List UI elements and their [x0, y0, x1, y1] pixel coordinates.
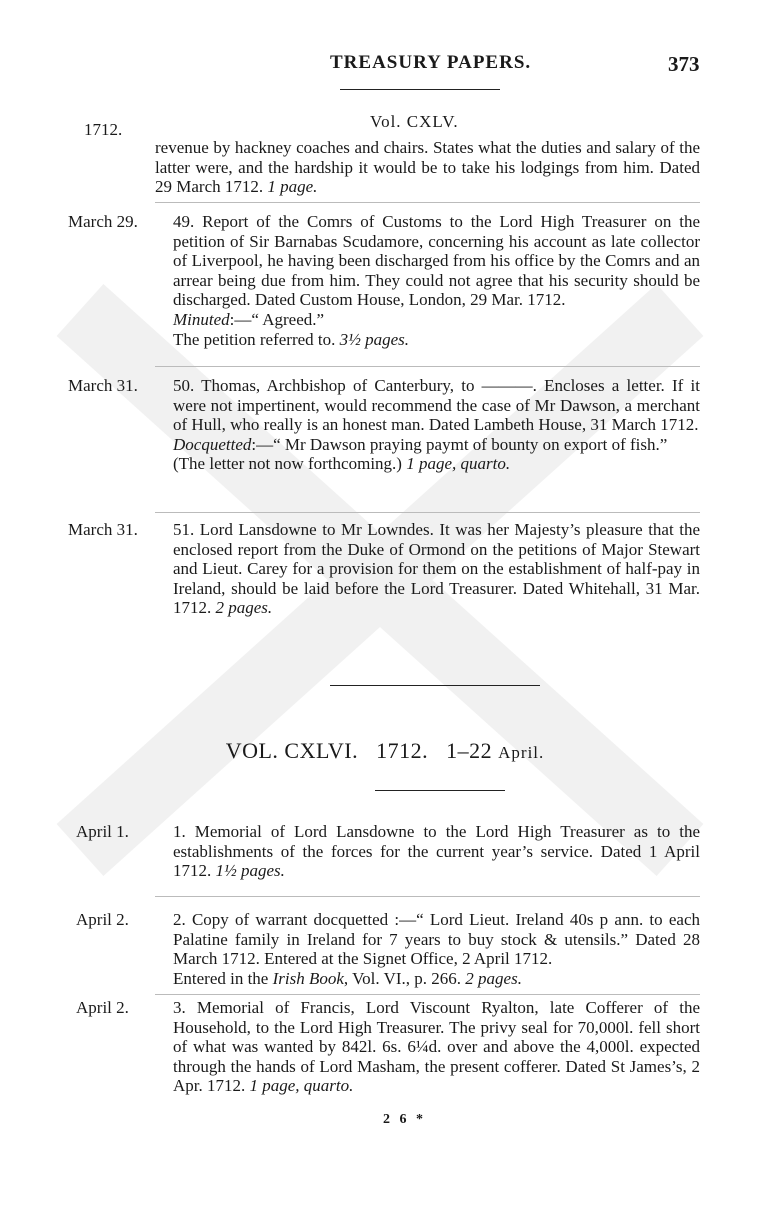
signature-mark: 2 6 * [383, 1112, 426, 1127]
entry-note-label: Docquetted [173, 434, 252, 454]
entry-separator [155, 512, 700, 513]
entry-date: April 2. [76, 998, 129, 1017]
entry-separator [155, 994, 700, 995]
entry-separator [155, 896, 700, 897]
entry-pages: 2 pages. [465, 968, 522, 988]
entry-49 [155, 212, 700, 349]
entry-date: April 1. [76, 822, 129, 841]
page-number: 373 [668, 52, 700, 76]
entry-april-1 [155, 822, 700, 881]
entry-book: Irish Book [272, 968, 344, 988]
entry-text: 3. Memorial of Francis, Lord Viscount Ryalton, late Cofferer of the Household, to the Lord High Treasurer. The privy seal for 70,000l. fell short of what was wanted by 842l. 6s. 6¼d. over and above the 4,000l. expected through the hands of Lord Masham, the present cofferer. Dated St James’s, 2 Apr. 1712. [173, 998, 700, 1096]
entry-pages: 1 page, quarto. [249, 1076, 354, 1096]
entry-date: March 31. [68, 520, 138, 539]
year-label: 1712. [84, 120, 123, 139]
entry-april-2-memorial [155, 998, 700, 1096]
entry-text: 49. Report of the Comrs of Customs to the Lord High Treasurer on the petition of Sir Barnabas Scudamore, concerning his account as late collector of Liverpool, he having been discharged from his office by the Comrs and an arrear being due from him. They could not agree that his security should be discharged. Dated Custom House, London, 29 Mar. 1712. [173, 212, 700, 310]
entry-pages: 2 pages. [215, 598, 273, 618]
entry-extra: (The letter not now forthcoming.) [173, 454, 402, 474]
section-month: April. [498, 743, 545, 762]
entry-extra-post: , Vol. VI., p. 266. [343, 968, 462, 988]
entry-51 [155, 520, 700, 618]
entry-date: April 2. [76, 910, 129, 929]
entry-text: 1. Memorial of Lord Lansdowne to the Lord High Treasurer as to the establishments of the forces for the current year’s service. Dated 1 April 1712. [173, 822, 700, 881]
section-vol: VOL. CXLVI. [225, 738, 359, 763]
entry-note-text: :—“ Mr Dawson praying paymt of bounty on export of fish.” [251, 434, 668, 454]
entry-note-label: Minuted [173, 309, 230, 329]
entry-pages: 3½ pages. [339, 329, 410, 349]
entry-pages: 1 page. [267, 177, 318, 197]
entry-pages: 1 page, quarto. [406, 454, 511, 474]
section-heading [0, 738, 770, 764]
volume-label: Vol. CXLV. [370, 112, 459, 131]
entry-date: March 31. [68, 376, 138, 395]
entry-note-text: :—“ Agreed.” [229, 309, 325, 329]
entry-separator [155, 202, 700, 203]
entry-text: revenue by hackney coaches and chairs. States what the duties and salary of the latter were, and the hardship it would be to take his lodgings from him. Dated 29 March 1712. [155, 138, 700, 197]
running-head [0, 52, 770, 82]
section-year: 1712. [376, 738, 429, 763]
section-rule-bottom [375, 790, 505, 791]
entry-text: 51. Lord Lansdowne to Mr Lowndes. It was her Majesty’s pleasure that the enclosed report from the Duke of Ormond on the petitions of Major Stewart and Lieut. Carey for a provision for them on the establishment of half-pay in Ireland, should be laid before the Lord Treasurer. Dated Whitehall, 31 Mar. 1712. [173, 520, 700, 618]
entry-extra-pre: Entered in the [173, 968, 269, 988]
entry-pages: 1½ pages. [215, 861, 285, 881]
entry-extra: The petition referred to. [173, 329, 336, 349]
running-title: TREASURY PAPERS. [330, 52, 532, 73]
section-rule-top [330, 685, 540, 686]
entry-text: 50. Thomas, Archbishop of Canterbury, to ———. Encloses a letter. If it were not impertinent, would recommend the case of Mr Dawson, a merchant of Hull, who really is an honest man. Dated Lambeth House, 31 March 1712. [173, 376, 700, 435]
entry-date: March 29. [68, 212, 138, 231]
entry-april-2-warrant [155, 910, 700, 988]
section-range: 1–22 [446, 738, 493, 763]
entry-text: 2. Copy of warrant docquetted :—“ Lord Lieut. Ireland 40s p ann. to each Palatine family in Ireland for 7 years to buy stock & utensils.” Dated 28 March 1712. Entered at the Signet Office, 2 April 1712. [173, 910, 700, 969]
entry-separator [155, 366, 700, 367]
head-rule [340, 89, 500, 90]
entry-50 [155, 376, 700, 474]
entry-continuation [155, 138, 700, 197]
